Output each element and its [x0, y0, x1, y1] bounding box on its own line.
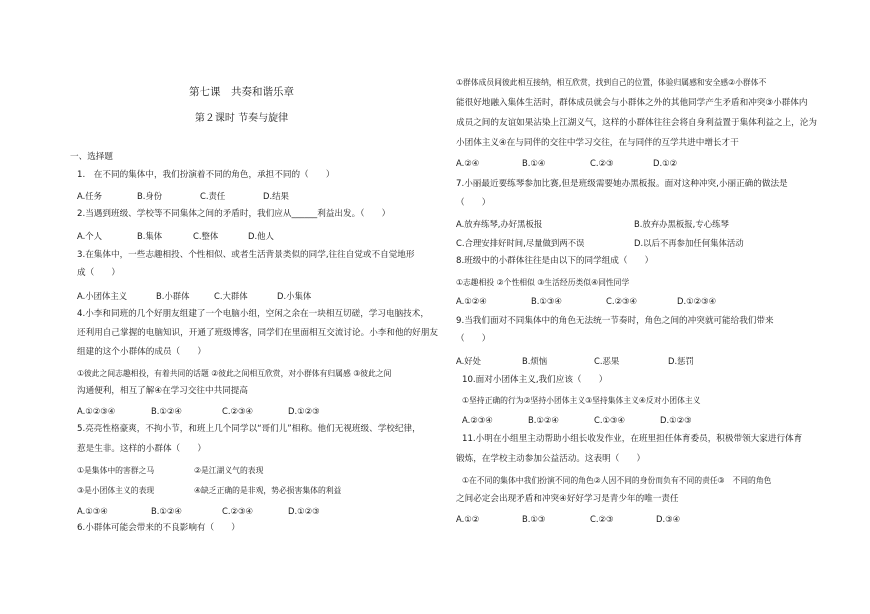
q6-option-d: D.①②	[653, 158, 678, 168]
q9-option-a: A.好处	[456, 356, 481, 366]
q10-stem: 10.面对小团体主义,我们应该（ ）	[462, 375, 608, 385]
q6-statement-line3: 成员之间的友谊如果沾染上江湖义气，这样的小群体往往会将自身利益置于集体利益之上，沦为	[456, 118, 817, 128]
q7-option-d: D.以后不再参加任何集体活动	[634, 238, 744, 248]
lesson-title: 第七课 共奏和谐乐章	[189, 86, 294, 98]
q9-stem-line1: 9.当我们面对不同集体中的角色无法统一节奏时，角色之间的冲突就可能给我们带来	[456, 316, 774, 326]
q11-option-a: A.①②	[456, 514, 480, 524]
q3-stem-line1: 3.在集体中，一些志趣相投、个性相似、或者生活背景类似的同学,往往自觉或不自觉地形	[77, 250, 415, 260]
q4-stem-line1: 4.小李和同班的几个好朋友组建了一个电脑小组，空闲之余在一块相互切磋，学习电脑技术，	[77, 309, 429, 319]
q7-option-b: B.放弃办黑板报,专心练琴	[634, 219, 729, 229]
q5-statement-2: ②是江湖义气的表现	[194, 466, 264, 475]
q5-statement-1: ①是集体中的害群之马	[77, 466, 155, 475]
q1-option-b: B.身份	[137, 191, 163, 201]
q8-option-a: A.①②④	[456, 296, 487, 306]
q4-stem-line3: 组建的这个小群体的成员（ ）	[77, 347, 206, 357]
q2-stem: 2.当遇到班级、学校等不同集体之间的矛盾时，我们应从______利益出发。（ ）	[77, 209, 391, 219]
q5-option-d: D.①②③	[288, 506, 320, 516]
lesson-subtitle: 第２课时 节奏与旋律	[194, 113, 289, 124]
q7-option-a: A.放弃练琴,办好黑板报	[456, 219, 543, 229]
q3-option-d: D.小集体	[277, 291, 312, 301]
q4-statement-line2: 沟通便利，相互了解④在学习交往中共同提高	[77, 386, 248, 396]
q5-statement-4: ④缺乏正确的是非观，势必损害集体的利益	[194, 486, 342, 495]
q6-option-a: A.②④	[456, 158, 480, 168]
q10-statements: ①坚持正确的行为②坚持小团体主义③坚持集体主义④反对小团体主义	[462, 396, 701, 405]
q3-option-b: B.小群体	[156, 291, 190, 301]
q4-statement-line1: ①彼此之间志趣相投，有着共同的话题 ②彼此之间相互欣赏，对小群体有归属感 ③彼此之间	[77, 369, 392, 378]
q6-statement-line1: ①群体成员间彼此相互接纳，相互欣赏，找到自己的位置，体验归属感和安全感②小群体不	[456, 78, 767, 87]
q11-statement-line2: 之间必定会出现矛盾和冲突④好好学习是青少年的唯一责任	[456, 494, 679, 504]
q10-option-a: A.②③④	[462, 415, 493, 425]
q8-statements: ①志趣相投 ②个性相似 ③生活经历类似④同性同学	[456, 278, 630, 287]
q9-option-d: D.惩罚	[668, 356, 694, 366]
q11-statement-line1: ①在不同的集体中我们扮演不同的角色②人因不同的身份而负有不同的责任③ 不同的角色	[462, 476, 772, 485]
q4-option-b: B.①②④	[151, 406, 182, 416]
q10-option-c: C.①③④	[594, 415, 626, 425]
q1-option-a: A.任务	[77, 191, 102, 201]
q5-stem-line1: 5.亮亮性格豪爽，不拘小节，和班上几个同学以“哥们儿”相称。他们无视班级、学校纪律，	[77, 424, 421, 434]
q5-statement-3: ③是小团体主义的表现	[77, 486, 155, 495]
q3-option-c: C.大群体	[214, 291, 248, 301]
q10-option-d: D.①②③	[660, 415, 692, 425]
q1-stem: 1. 在不同的集体中，我们扮演着不同的角色，承担不同的（ ）	[77, 170, 335, 180]
q8-stem: 8.班级中的小群体往往是由以下的同学组成（ ）	[456, 256, 654, 266]
q1-option-c: C.责任	[200, 191, 226, 201]
q6-option-b: B.①④	[522, 158, 546, 168]
q4-option-a: A.①②③④	[77, 406, 116, 416]
q6-stem: 6.小群体可能会带来的不良影响有（ ）	[77, 523, 240, 533]
q1-option-d: D.结果	[263, 191, 289, 201]
q5-option-a: A.①③④	[77, 506, 108, 516]
q4-option-d: D.①②③	[288, 406, 320, 416]
q4-stem-line2: 还利用自己掌握的电脑知识，开通了班级博客，同学们在里面相互交流讨论。小李和他的好朋友	[77, 328, 438, 338]
q2-option-a: A.个人	[77, 231, 102, 241]
q3-stem-line2: 成（ ）	[77, 268, 120, 278]
q5-option-c: C.②③④	[222, 506, 254, 516]
section-heading: 一、选择题	[70, 152, 113, 162]
q7-stem-line2: （ ）	[456, 198, 491, 208]
q2-option-b: B.集体	[137, 231, 163, 241]
q5-stem-line2: 惹是生非。这样的小群体（ ）	[77, 444, 206, 454]
q11-stem-line1: 11.小明在小组里主动帮助小组长收发作业，在班里担任体育委员，积极带领大家进行体育	[462, 434, 803, 444]
q11-option-c: C.②③	[590, 514, 614, 524]
q8-option-c: C.②③④	[606, 296, 638, 306]
q2-option-c: C.整体	[193, 231, 219, 241]
q9-stem-line2: （ ）	[456, 334, 491, 344]
q11-option-b: B.①③	[522, 514, 546, 524]
q2-option-d: D.他人	[248, 231, 274, 241]
q10-option-b: B.①②④	[528, 415, 559, 425]
q7-stem-line1: 7.小丽最近要练琴参加比赛,但是班级需要她办黑板报。面对这种冲突,小丽正确的做法是	[456, 179, 788, 189]
q8-option-d: D.①②③④	[677, 296, 717, 306]
q9-option-b: B.烦恼	[522, 356, 548, 366]
q9-option-c: C.恶果	[594, 356, 620, 366]
q11-stem-line2: 锻炼，在学校主动参加公益活动。这表明（ ）	[456, 454, 646, 464]
q7-option-c: C.合理安排好时间,尽量做到两不误	[456, 238, 585, 248]
q5-option-b: B.①②④	[151, 506, 182, 516]
q6-statement-line2: 能很好地融入集体生活时，群体成员就会与小群体之外的其他同学产生矛盾和冲突③小群体内	[456, 98, 808, 108]
q6-option-c: C.②③	[590, 158, 614, 168]
q6-statement-line4: 小团体主义④在与同伴的交往中学习交往，在与同伴的互学共进中增长才干	[456, 138, 739, 148]
q11-option-d: D.③④	[656, 514, 681, 524]
q3-option-a: A.小团体主义	[77, 291, 128, 301]
q4-option-c: C.②③④	[222, 406, 254, 416]
q8-option-b: B.①③④	[531, 296, 562, 306]
